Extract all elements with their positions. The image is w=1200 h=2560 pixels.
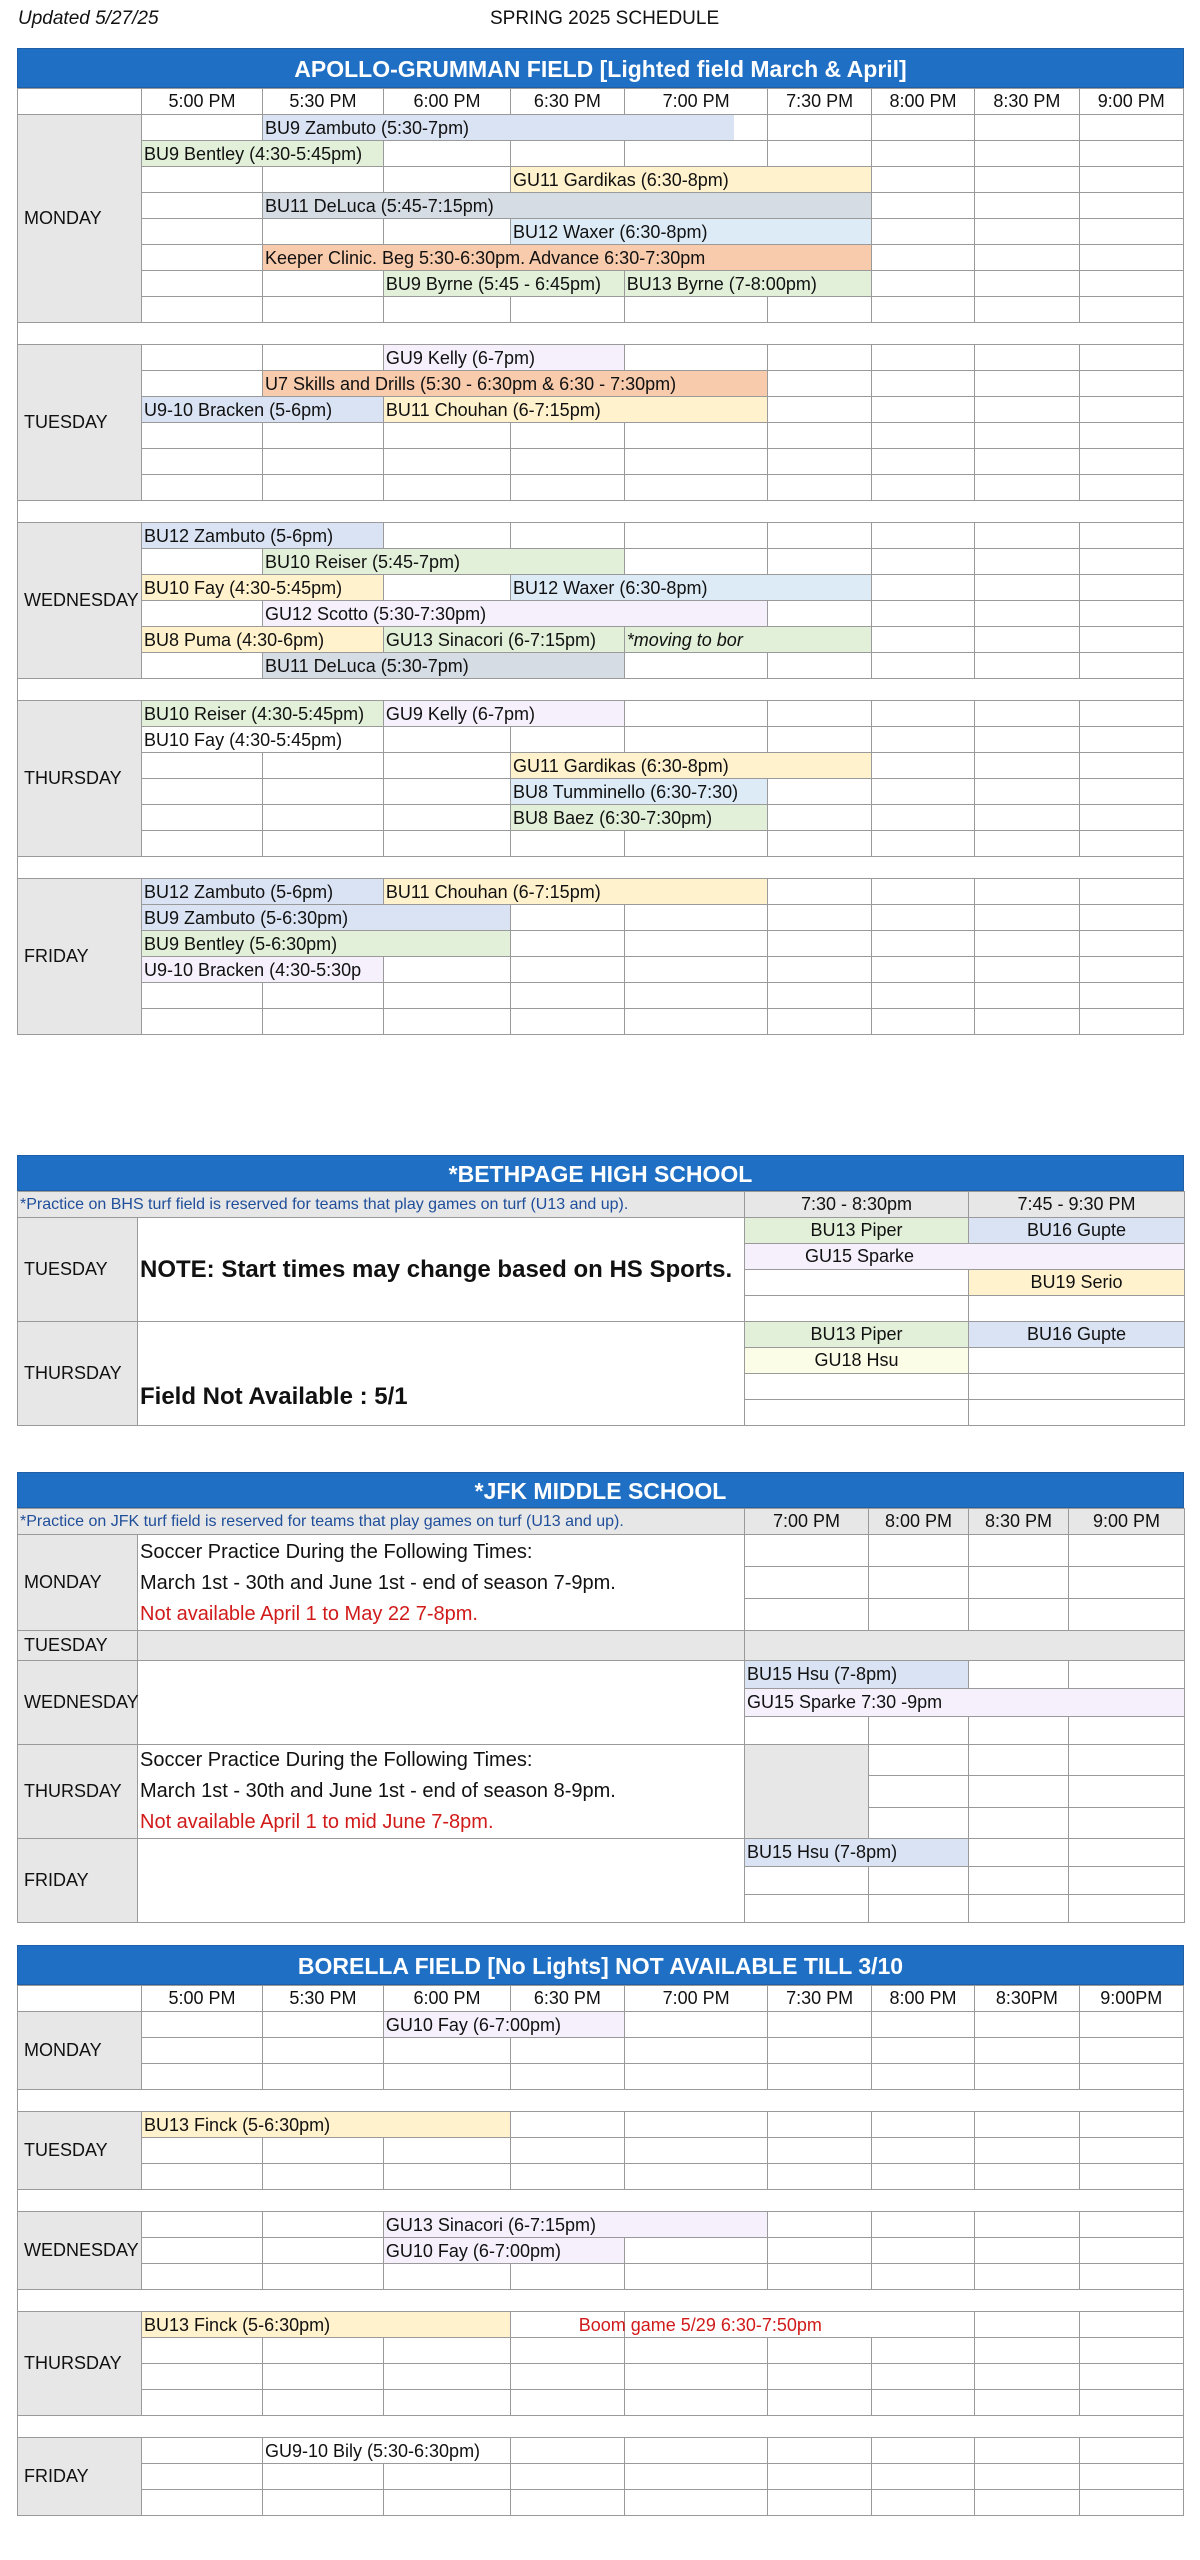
time-col: 5:00 PM bbox=[142, 1986, 263, 2012]
time-header-row bbox=[18, 89, 1184, 115]
practice-slot: GU15 Sparke bbox=[745, 1244, 1185, 1270]
bethpage-slot-2: 7:45 - 9:30 PM bbox=[969, 1192, 1185, 1218]
day-label-thursday: THURSDAY bbox=[18, 701, 142, 857]
practice-note: *moving to bor bbox=[625, 627, 871, 652]
day-label-tuesday: TUESDAY bbox=[18, 1631, 138, 1661]
time-col: 7:00 PM bbox=[745, 1509, 869, 1535]
jfk-monday-text-2: March 1st - 30th and June 1st - end of season 7-9pm. bbox=[140, 1572, 616, 1594]
bethpage-schedule-table bbox=[17, 1191, 1185, 1426]
practice-slot: BU11 Chouhan (6-7:15pm) bbox=[384, 879, 768, 904]
time-col: 7:30 PM bbox=[768, 1986, 871, 2012]
time-col: 6:30 PM bbox=[511, 89, 625, 115]
day-label-friday: FRIDAY bbox=[18, 879, 142, 1035]
day-label-friday: FRIDAY bbox=[18, 1839, 138, 1923]
practice-slot: GU9 Kelly (6-7pm) bbox=[384, 701, 624, 726]
borella-title: BORELLA FIELD [No Lights] NOT AVAILABLE TILL 3/10 bbox=[17, 1945, 1184, 1985]
time-col: 8:30 PM bbox=[969, 1509, 1069, 1535]
borella-section bbox=[17, 1945, 1184, 2516]
jfk-section bbox=[17, 1472, 1184, 1923]
time-col: 8:00 PM bbox=[871, 89, 974, 115]
jfk-monday-text-1: Soccer Practice During the Following Times: bbox=[140, 1541, 533, 1563]
time-col: 7:00 PM bbox=[624, 1986, 768, 2012]
practice-slot: BU9 Zambuto (5-6:30pm) bbox=[142, 905, 510, 930]
practice-slot: BU15 Hsu (7-8pm) bbox=[745, 1661, 969, 1689]
practice-slot: BU10 Fay (4:30-5:45pm) bbox=[142, 575, 383, 600]
bethpage-slot-1: 7:30 - 8:30pm bbox=[745, 1192, 969, 1218]
bethpage-turf-note: *Practice on BHS turf field is reserved for teams that play games on turf (U13 and up). bbox=[18, 1192, 745, 1218]
practice-slot: GU18 Hsu bbox=[745, 1348, 969, 1374]
time-col: 9:00 PM bbox=[1069, 1509, 1185, 1535]
time-col: 5:30 PM bbox=[262, 89, 383, 115]
practice-slot: BU10 Fay (4:30-5:45pm) bbox=[144, 730, 343, 750]
practice-slot: BU12 Waxer (6:30-8pm) bbox=[511, 219, 871, 244]
practice-slot: BU9 Zambuto (5:30-7pm) bbox=[263, 115, 734, 140]
practice-slot: BU8 Tumminello (6:30-7:30) bbox=[511, 779, 767, 804]
day-label-friday: FRIDAY bbox=[18, 2438, 142, 2516]
day-label-wednesday: WEDNESDAY bbox=[18, 1661, 138, 1745]
jfk-thursday-text-1: Soccer Practice During the Following Times: bbox=[140, 1749, 533, 1771]
practice-slot: BU12 Waxer (6:30-8pm) bbox=[511, 575, 871, 600]
practice-slot: BU13 Byrne (7-8:00pm) bbox=[625, 271, 871, 296]
bethpage-unavailable-note: Field Not Available : 5/1 bbox=[138, 1322, 745, 1426]
day-label-thursday: THURSDAY bbox=[18, 1745, 138, 1839]
practice-slot: BU12 Zambuto (5-6pm) bbox=[142, 523, 383, 548]
time-col: 9:00PM bbox=[1079, 1986, 1183, 2012]
day-label-wednesday: WEDNESDAY bbox=[18, 523, 142, 679]
day-label-tuesday: TUESDAY bbox=[18, 1218, 138, 1322]
practice-slot: BU15 Hsu (7-8pm) bbox=[745, 1839, 969, 1867]
practice-slot: U9-10 Bracken (4:30-5:30p bbox=[142, 957, 383, 982]
time-col: 8:30 PM bbox=[975, 89, 1079, 115]
practice-slot: GU9 Kelly (6-7pm) bbox=[384, 345, 624, 370]
practice-slot: Keeper Clinic. Beg 5:30-6:30pm. Advance 6:30-7:30pm bbox=[263, 245, 871, 270]
day-label-thursday: THURSDAY bbox=[18, 1322, 138, 1426]
time-col: 5:00 PM bbox=[142, 89, 263, 115]
practice-slot: BU8 Puma (4:30-6pm) bbox=[142, 627, 383, 652]
day-label-wednesday: WEDNESDAY bbox=[18, 2212, 142, 2290]
practice-slot: BU11 Chouhan (6-7:15pm) bbox=[384, 397, 768, 422]
practice-slot: BU9 Bentley (5-6:30pm) bbox=[142, 931, 510, 956]
practice-slot: U9-10 Bracken (5-6pm) bbox=[142, 397, 383, 422]
practice-slot: BU8 Baez (6:30-7:30pm) bbox=[511, 805, 767, 830]
day-label-tuesday: TUESDAY bbox=[18, 2112, 142, 2190]
practice-slot: GU12 Scotto (5:30-7:30pm) bbox=[263, 601, 767, 626]
time-col: 6:00 PM bbox=[383, 1986, 510, 2012]
apollo-schedule-table bbox=[17, 88, 1184, 1035]
practice-slot: GU15 Sparke 7:30 -9pm bbox=[745, 1689, 1185, 1717]
time-col: 7:00 PM bbox=[624, 89, 768, 115]
game-note: Boom game 5/29 6:30-7:50pm bbox=[578, 2315, 822, 2335]
borella-schedule-table bbox=[17, 1985, 1184, 2516]
practice-slot: BU13 Finck (5-6:30pm) bbox=[142, 2312, 510, 2337]
practice-slot: BU13 Piper bbox=[745, 1218, 969, 1244]
jfk-monday-unavailable: Not available April 1 to May 22 7-8pm. bbox=[140, 1603, 478, 1625]
day-label-monday: MONDAY bbox=[18, 1535, 138, 1631]
practice-slot: BU13 Piper bbox=[745, 1322, 969, 1348]
practice-slot: GU11 Gardikas (6:30-8pm) bbox=[511, 753, 871, 778]
jfk-thursday-unavailable: Not available April 1 to mid June 7-8pm. bbox=[140, 1811, 494, 1833]
practice-slot: BU19 Serio bbox=[969, 1270, 1185, 1296]
jfk-schedule-table bbox=[17, 1508, 1185, 1923]
practice-slot: GU13 Sinacori (6-7:15pm) bbox=[384, 627, 624, 652]
practice-slot: BU16 Gupte bbox=[969, 1322, 1185, 1348]
jfk-thursday-text-2: March 1st - 30th and June 1st - end of season 8-9pm. bbox=[140, 1780, 616, 1802]
day-label-thursday: THURSDAY bbox=[18, 2312, 142, 2416]
day-label-monday: MONDAY bbox=[18, 115, 142, 323]
time-col: 6:30 PM bbox=[511, 1986, 625, 2012]
apollo-title: APOLLO-GRUMMAN FIELD [Lighted field March & April] bbox=[17, 48, 1184, 88]
time-col: 8:00 PM bbox=[871, 1986, 974, 2012]
practice-slot: BU16 Gupte bbox=[969, 1218, 1185, 1244]
practice-slot: U7 Skills and Drills (5:30 - 6:30pm & 6:30 - 7:30pm) bbox=[263, 371, 767, 396]
practice-slot: BU11 DeLuca (5:45-7:15pm) bbox=[263, 193, 871, 218]
updated-date: Updated 5/27/25 bbox=[18, 8, 159, 29]
time-col: 7:30 PM bbox=[768, 89, 871, 115]
bethpage-section bbox=[17, 1155, 1184, 1426]
page-title: SPRING 2025 SCHEDULE bbox=[490, 8, 720, 29]
time-col: 8:00 PM bbox=[869, 1509, 969, 1535]
bethpage-title: *BETHPAGE HIGH SCHOOL bbox=[17, 1155, 1184, 1191]
time-col: 6:00 PM bbox=[383, 89, 510, 115]
time-col: 5:30 PM bbox=[262, 1986, 383, 2012]
practice-slot: BU10 Reiser (4:30-5:45pm) bbox=[142, 701, 383, 726]
day-label-monday: MONDAY bbox=[18, 2012, 142, 2090]
apollo-section bbox=[17, 48, 1184, 1035]
day-label-tuesday: TUESDAY bbox=[18, 345, 142, 501]
practice-slot: GU11 Gardikas (6:30-8pm) bbox=[511, 167, 871, 192]
bethpage-start-note: NOTE: Start times may change based on HS Sports. bbox=[138, 1218, 745, 1322]
practice-slot: BU12 Zambuto (5-6pm) bbox=[142, 879, 383, 904]
practice-slot: BU10 Reiser (5:45-7pm) bbox=[263, 549, 624, 574]
practice-slot: GU10 Fay (6-7:00pm) bbox=[384, 2012, 624, 2037]
practice-slot: BU11 DeLuca (5:30-7pm) bbox=[263, 653, 624, 678]
practice-slot: GU13 Sinacori (6-7:15pm) bbox=[384, 2212, 768, 2237]
practice-slot: BU13 Finck (5-6:30pm) bbox=[142, 2112, 510, 2137]
jfk-title: *JFK MIDDLE SCHOOL bbox=[17, 1472, 1184, 1508]
practice-slot: BU9 Bentley (4:30-5:45pm) bbox=[142, 141, 383, 166]
jfk-turf-note: *Practice on JFK turf field is reserved for teams that play games on turf (U13 and up). bbox=[18, 1509, 745, 1535]
time-col: 9:00 PM bbox=[1079, 89, 1183, 115]
time-col: 8:30PM bbox=[975, 1986, 1079, 2012]
practice-slot: BU9 Byrne (5:45 - 6:45pm) bbox=[384, 271, 624, 296]
practice-slot: GU9-10 Bily (5:30-6:30pm) bbox=[264, 2441, 481, 2461]
practice-slot: GU10 Fay (6-7:00pm) bbox=[384, 2238, 624, 2263]
